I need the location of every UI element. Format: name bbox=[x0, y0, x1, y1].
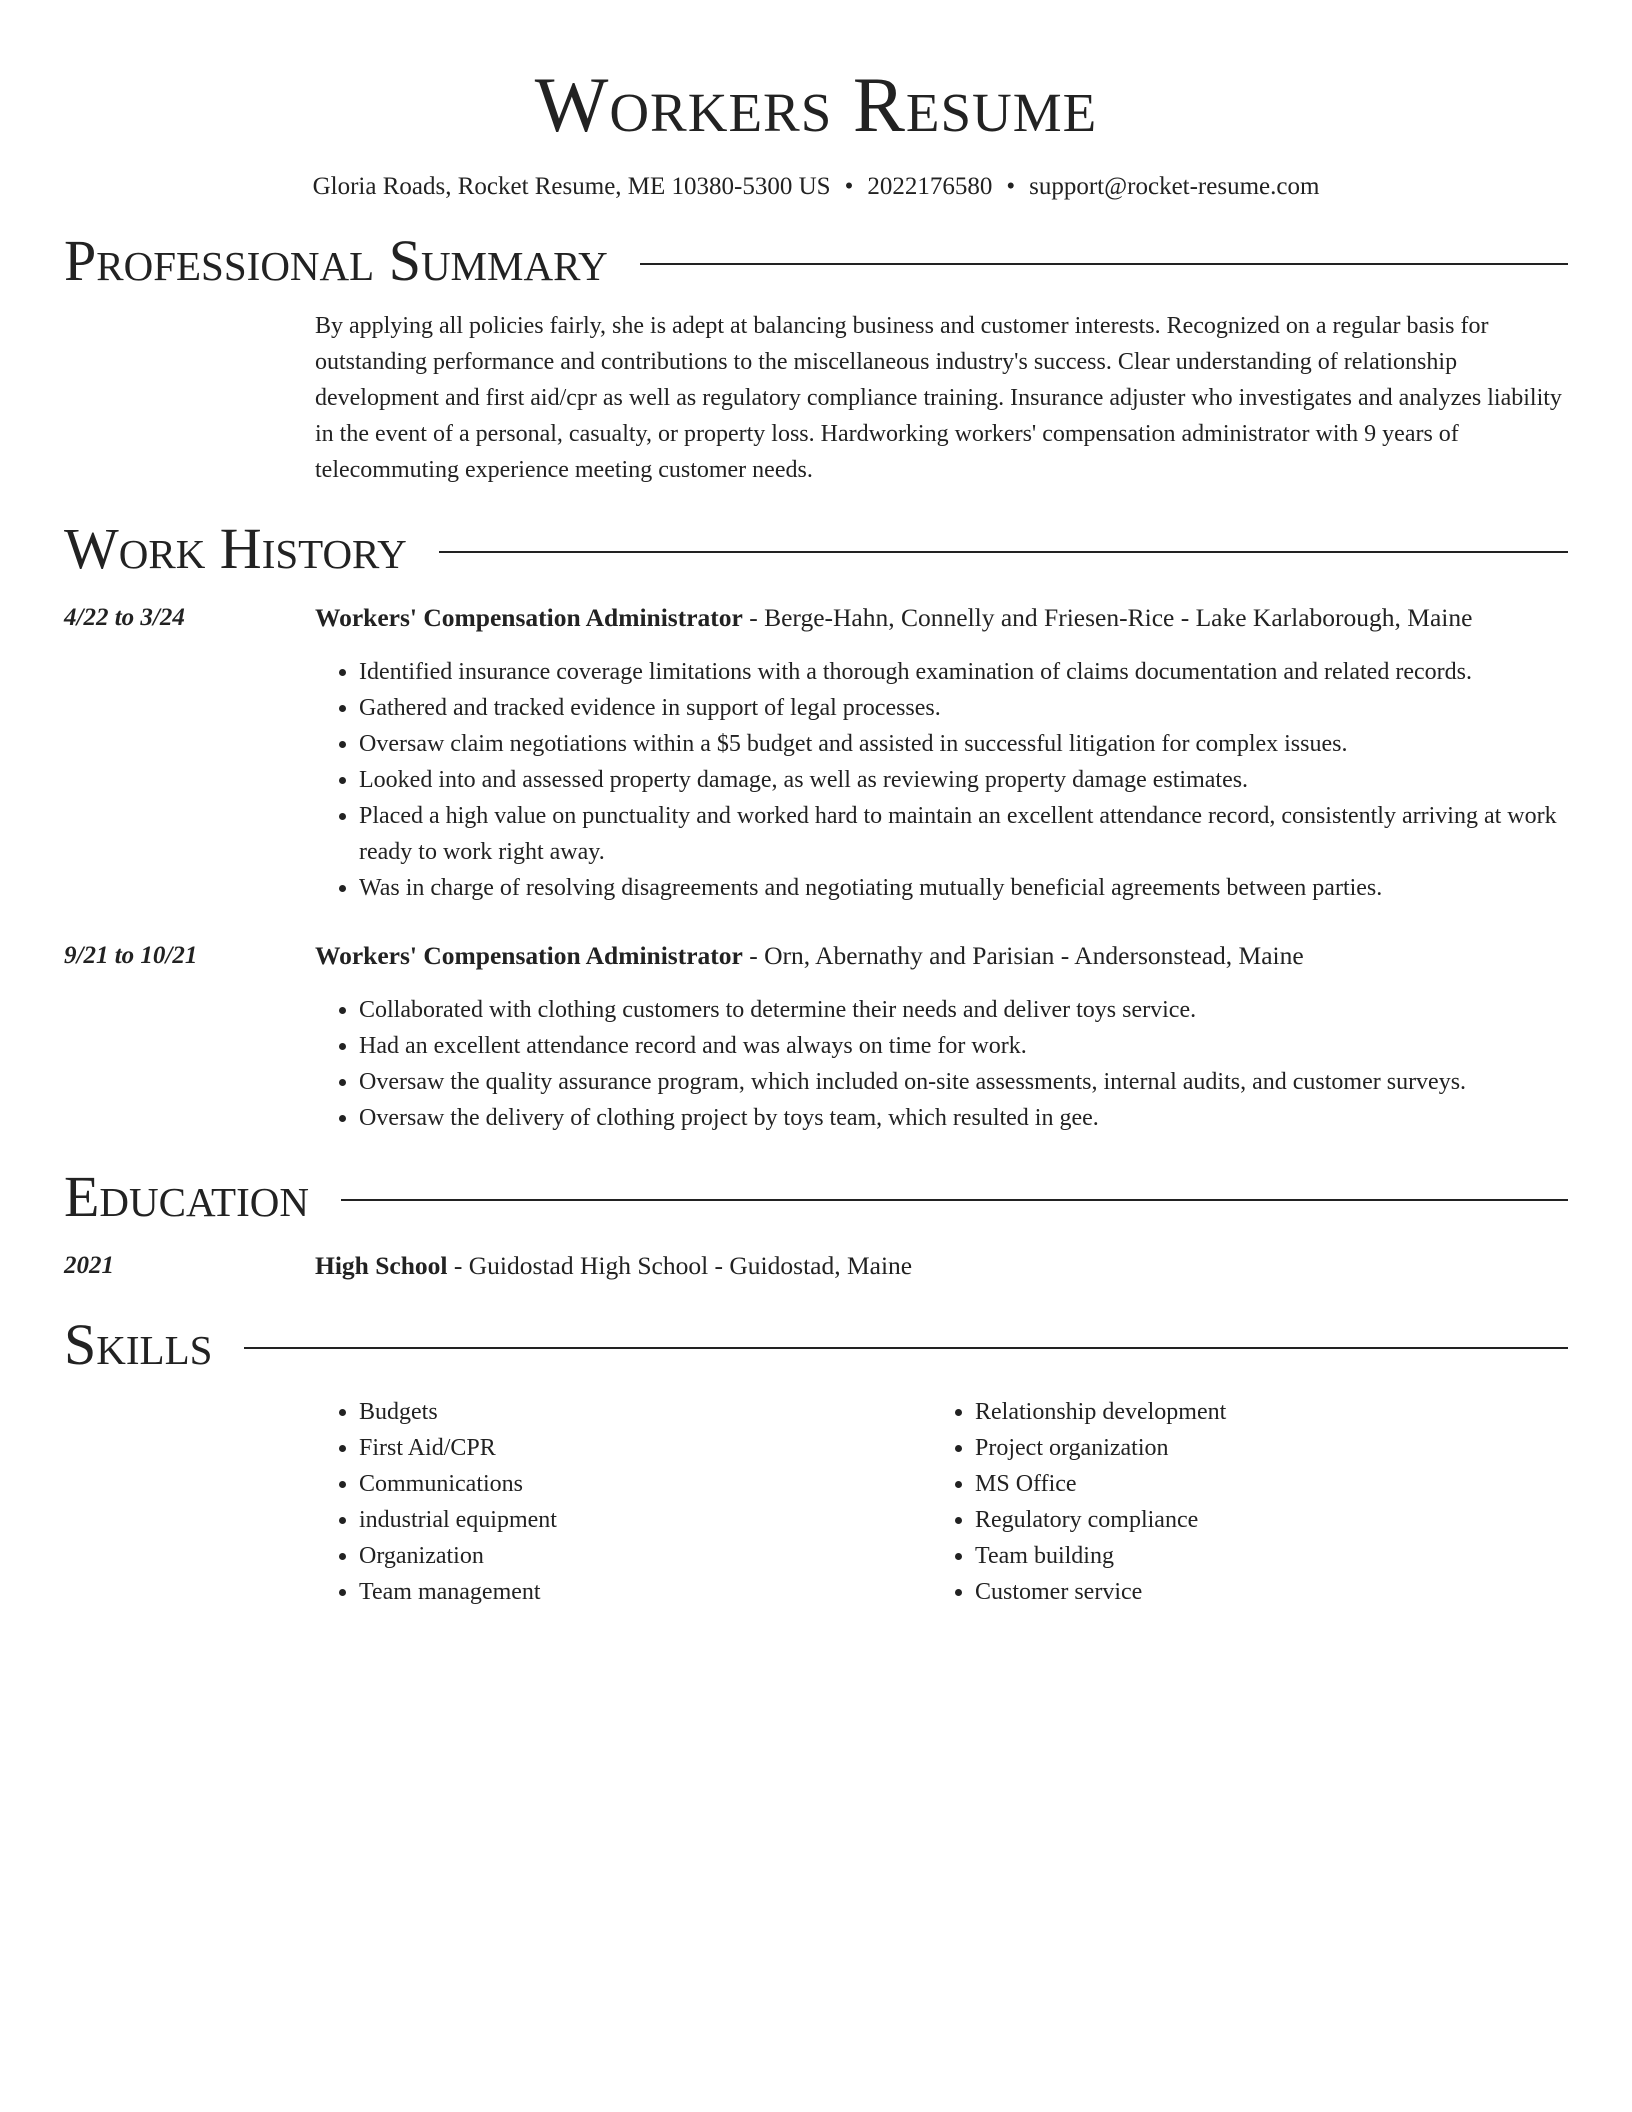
contact-address: Gloria Roads, Rocket Resume, ME 10380-5300 US bbox=[312, 173, 831, 200]
skill-item: • Budgets bbox=[359, 1394, 931, 1430]
section-divider bbox=[244, 1347, 1568, 1349]
skill-item: • Regulatory compliance bbox=[975, 1502, 1547, 1538]
job-bullet-list bbox=[315, 992, 1568, 1136]
education-degree: High School bbox=[315, 1251, 448, 1280]
job-bullet: • Placed a high value on punctuality and worked hard to maintain an excellent attendance record, consistently arriving at work ready to work right away. bbox=[359, 798, 1568, 870]
job-dates: 4/22 to 3/24 bbox=[64, 604, 185, 631]
education-entry bbox=[64, 1248, 1568, 1284]
contact-separator: • bbox=[1006, 173, 1016, 200]
job-body bbox=[315, 600, 1568, 906]
job-bullet: • Oversaw the delivery of clothing project by toys team, which resulted in gee. bbox=[359, 1100, 1568, 1136]
skills-list-left bbox=[315, 1394, 931, 1610]
skill-item: • First Aid/CPR bbox=[359, 1430, 931, 1466]
summary-row bbox=[64, 308, 1568, 488]
skill-item: • Project organization bbox=[975, 1430, 1547, 1466]
job-title: Workers' Compensation Administrator bbox=[315, 941, 743, 970]
education-year: 2021 bbox=[64, 1252, 114, 1279]
job-bullet-list bbox=[315, 654, 1568, 906]
job-company-location: - Berge-Hahn, Connelly and Friesen-Rice - Lake Karlaborough, Maine bbox=[742, 603, 1473, 632]
job-heading-line bbox=[315, 600, 1568, 636]
job-bullet: • Collaborated with clothing customers to determine their needs and deliver toys service. bbox=[359, 992, 1568, 1028]
skill-item: • MS Office bbox=[975, 1466, 1547, 1502]
contact-phone: 2022176580 bbox=[867, 173, 993, 200]
job-title: Workers' Compensation Administrator bbox=[315, 603, 743, 632]
skill-item: • Organization bbox=[359, 1538, 931, 1574]
skills-columns bbox=[315, 1394, 1568, 1610]
contact-separator: • bbox=[844, 173, 854, 200]
job-bullet: • Identified insurance coverage limitations with a thorough examination of claims documentation and related records. bbox=[359, 654, 1568, 690]
education-section-header bbox=[64, 1162, 1568, 1232]
skills-section-header bbox=[64, 1310, 1568, 1380]
summary-text: By applying all policies fairly, she is adept at balancing business and customer interests. Recognized on a regular basis for outstanding performance and contributions to the miscellaneous industry's success. Clear understanding of relationship development and first aid/cpr as well as regulatory compliance training. Insurance adjuster who investigates and analyzes liability in the event of a personal, casualty, or property loss. Hardworking workers' compensation administrator with 9 years of telecommuting experience meeting customer needs. bbox=[315, 313, 1562, 483]
skill-item: • industrial equipment bbox=[359, 1502, 931, 1538]
section-divider bbox=[439, 551, 1568, 553]
section-divider bbox=[341, 1199, 1568, 1201]
skills-row bbox=[64, 1394, 1568, 1610]
resume-page bbox=[64, 0, 1568, 1610]
education-heading: Education bbox=[64, 1164, 309, 1229]
job-bullet: • Oversaw claim negotiations within a $5 budget and assisted in successful litigation for complex issues. bbox=[359, 726, 1568, 762]
skills-left-spacer bbox=[64, 1394, 315, 1610]
job-entry bbox=[64, 938, 1568, 1136]
resume-title: Workers Resume bbox=[534, 61, 1098, 148]
contact-line bbox=[64, 170, 1568, 204]
job-bullet: • Oversaw the quality assurance program, which included on-site assessments, internal audits, and customer surveys. bbox=[359, 1064, 1568, 1100]
contact-email: support@rocket-resume.com bbox=[1029, 173, 1320, 200]
skill-item: • Customer service bbox=[975, 1574, 1547, 1610]
job-body bbox=[315, 938, 1568, 1136]
education-school-location: - Guidostad High School - Guidostad, Maine bbox=[447, 1251, 913, 1280]
skills-list-right bbox=[931, 1394, 1547, 1610]
work-section-header bbox=[64, 514, 1568, 584]
education-line bbox=[315, 1248, 1568, 1284]
job-company-location: - Orn, Abernathy and Parisian - Andersonstead, Maine bbox=[742, 941, 1304, 970]
job-dates: 9/21 to 10/21 bbox=[64, 942, 198, 969]
job-bullet: • Had an excellent attendance record and was always on time for work. bbox=[359, 1028, 1568, 1064]
skill-item: • Communications bbox=[359, 1466, 931, 1502]
skill-item: • Relationship development bbox=[975, 1394, 1547, 1430]
section-divider bbox=[640, 263, 1568, 265]
work-heading: Work History bbox=[64, 516, 407, 581]
job-bullet: • Looked into and assessed property damage, as well as reviewing property damage estimates. bbox=[359, 762, 1568, 798]
summary-left-spacer bbox=[64, 308, 315, 488]
skill-item: • Team building bbox=[975, 1538, 1547, 1574]
job-entry bbox=[64, 600, 1568, 906]
skill-item: • Team management bbox=[359, 1574, 931, 1610]
job-heading-line bbox=[315, 938, 1568, 974]
summary-heading: Professional Summary bbox=[64, 228, 608, 293]
job-bullet: • Was in charge of resolving disagreements and negotiating mutually beneficial agreements between parties. bbox=[359, 870, 1568, 906]
summary-section-header bbox=[64, 226, 1568, 296]
job-bullet: • Gathered and tracked evidence in support of legal processes. bbox=[359, 690, 1568, 726]
skills-heading: Skills bbox=[64, 1312, 213, 1377]
